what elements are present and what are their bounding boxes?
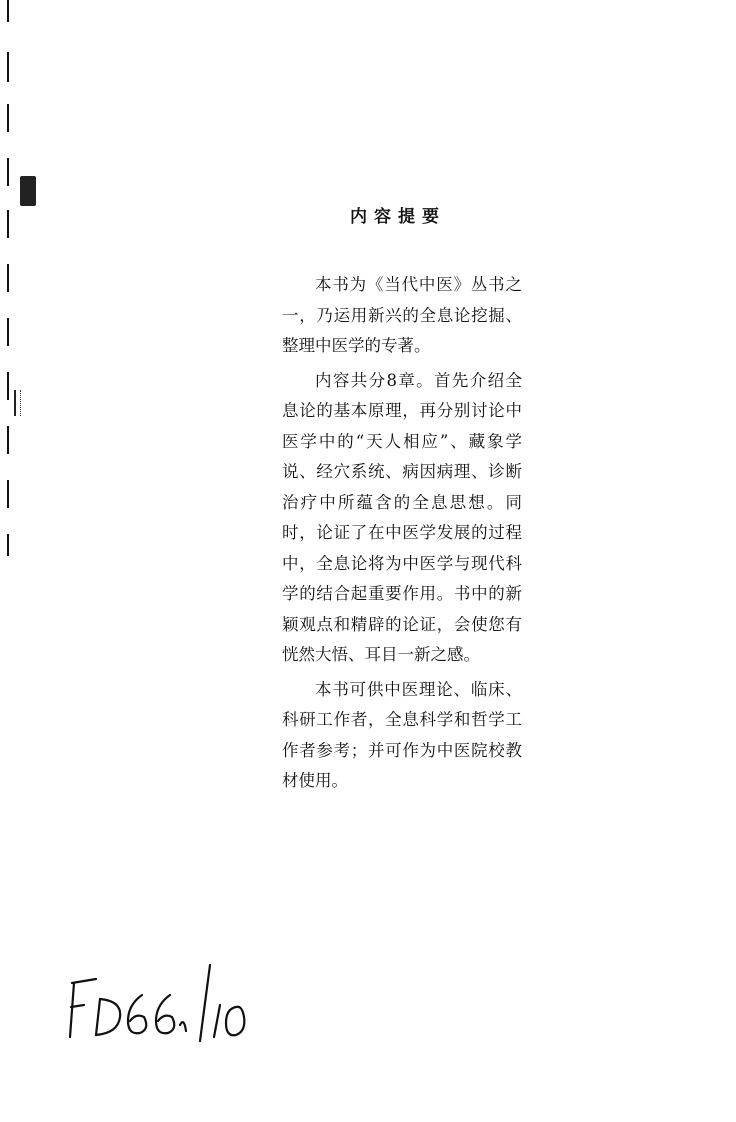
summary-paragraph: 本书可供中医理论、临床、科研工作者，全息科学和哲学工作者参考；并可作为中医院校教材使用。	[282, 679, 522, 790]
scan-edge-blot	[20, 176, 36, 206]
scan-edge-line	[7, 52, 9, 82]
summary-paragraph: 本书为《当代中医》丛书之一，乃运用新兴的全息论挖掘、整理中医学的专著。	[282, 275, 522, 355]
scan-edge-line	[7, 534, 9, 556]
scan-edge-line	[7, 264, 9, 292]
scan-edge-line	[7, 480, 9, 508]
scan-edge-line	[7, 426, 9, 454]
summary-text	[282, 270, 522, 801]
page-title: 内容提要	[350, 207, 446, 227]
handwritten-catalog-note	[60, 955, 260, 1055]
scan-edge-line	[7, 0, 9, 22]
scan-edge-line	[7, 318, 9, 346]
scan-edge-line	[7, 372, 9, 400]
scan-edge-line	[7, 104, 9, 132]
scan-edge-line	[7, 158, 9, 186]
scan-edge-tick	[14, 390, 21, 416]
scan-edge-line	[7, 210, 9, 238]
summary-paragraph: 内容共分8章。首先介绍全息论的基本原理，再分别讨论中医学中的“天人相应”、藏象学说、经穴系统、病因病理、诊断治疗中所蕴含的全息思想。同时，论证了在中医学发展的过程中，全息论将为中医学与现代科学的结合起重要作用。书中的新颖观点和精辟的论证，会使您有恍然大悟、耳目一新之感。	[282, 370, 522, 664]
